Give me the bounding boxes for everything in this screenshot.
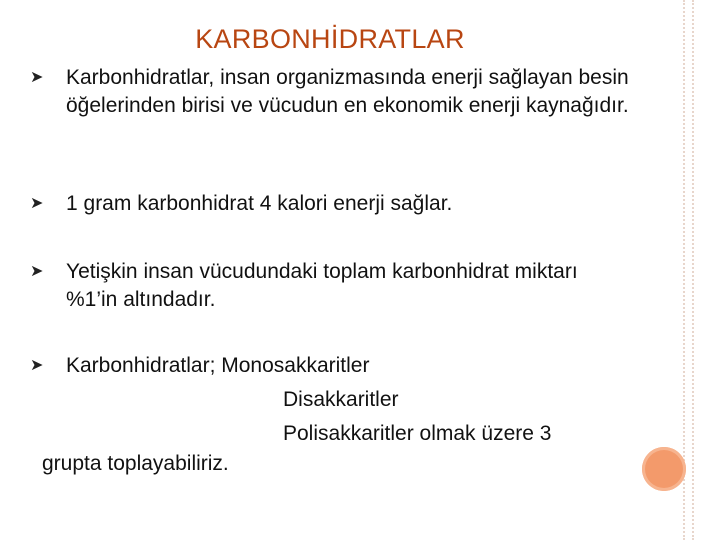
- bullet-subline: Polisakkaritler olmak üzere 3: [283, 422, 552, 445]
- arrow-bullet-icon: ➤: [30, 69, 44, 86]
- bullet-tail-line: grupta toplayabiliriz.: [42, 452, 229, 475]
- bullet-text: Yetişkin insan vücudundaki toplam karbonhidrat miktarı %1’in altındadır.: [66, 260, 578, 311]
- bullet-text: 1 gram karbonhidrat 4 kalori enerji sağlar.: [66, 192, 453, 215]
- decorative-circle: [642, 447, 686, 491]
- bullet-text: Karbonhidratlar, insan organizmasında enerji sağlayan besin öğelerinden birisi ve vücudun en ekonomik enerji kaynağıdır.: [66, 66, 629, 117]
- bullet-text: Karbonhidratlar; Monosakkaritler: [66, 354, 370, 377]
- bullet-subline: Disakkaritler: [283, 388, 399, 411]
- decorative-dotted-line: [692, 0, 694, 540]
- arrow-bullet-icon: ➤: [30, 263, 44, 280]
- bullet-item: [30, 258, 630, 314]
- arrow-bullet-icon: ➤: [30, 195, 44, 212]
- bullet-item: [30, 352, 630, 380]
- bullet-item: [30, 64, 630, 120]
- arrow-bullet-icon: ➤: [30, 357, 44, 374]
- bullet-item: [30, 190, 630, 218]
- slide-title: KARBONHİDRATLAR: [195, 24, 465, 54]
